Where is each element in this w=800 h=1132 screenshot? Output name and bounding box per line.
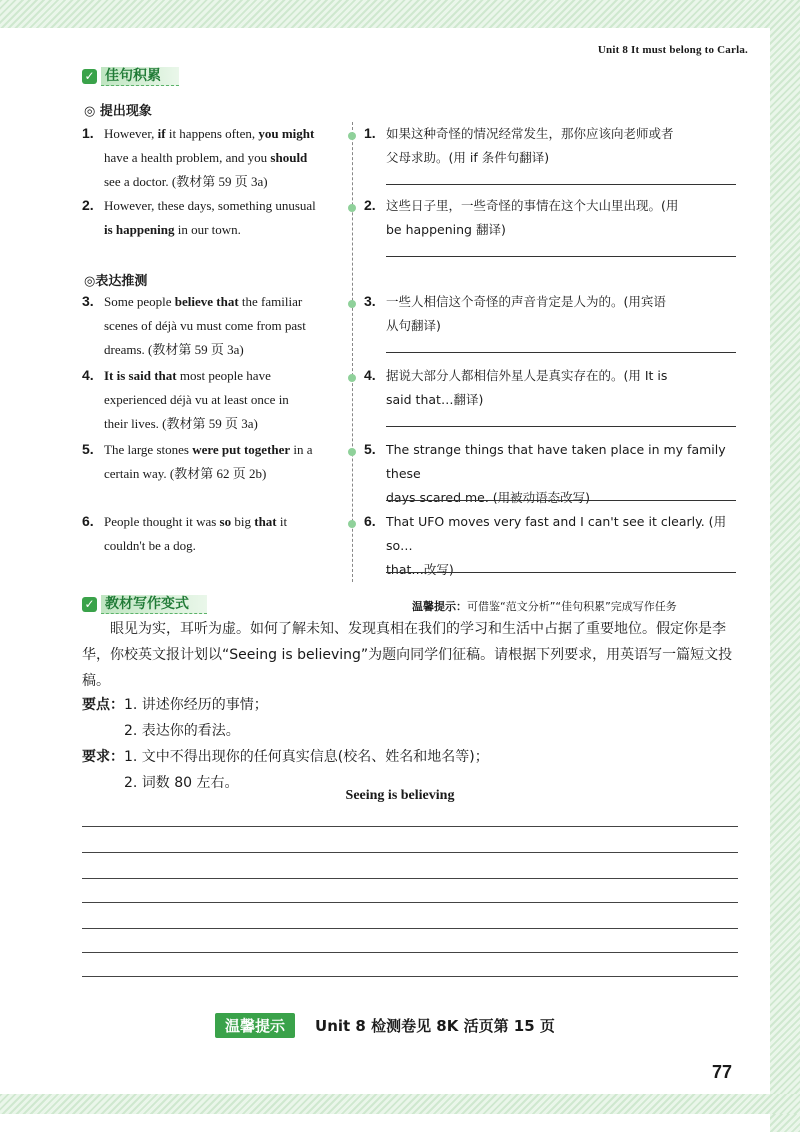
left-item-text: The large stones were put together in a certain way. (教材第 62 页 2b) <box>104 442 313 481</box>
writing-line[interactable] <box>82 852 738 853</box>
bullet-dot-icon <box>348 374 356 382</box>
requirement-item: 2. 词数 80 左右。 <box>124 775 239 791</box>
column-divider <box>352 122 353 582</box>
right-item-number: 4. <box>364 367 376 383</box>
right-item-number: 3. <box>364 293 376 309</box>
top-decor-bar <box>0 0 800 28</box>
writing-line[interactable] <box>82 878 738 879</box>
check-icon: ✓ <box>82 597 97 612</box>
footer-text: Unit 8 检测卷见 8K 活页第 15 页 <box>315 1017 555 1035</box>
left-item-number: 6. <box>82 513 94 529</box>
essay-title: Seeing is believing <box>345 788 455 803</box>
writing-line[interactable] <box>82 928 738 929</box>
left-item-number: 5. <box>82 441 94 457</box>
right-item-text: That UFO moves very fast and I can't see it clearly. (用 so… that…改写) <box>386 514 727 577</box>
right-item-number: 1. <box>364 125 376 141</box>
left-item-text: However, if it happens often, you might have a health problem, and you should see a doctor. (教材第 59 页 3a) <box>104 126 315 189</box>
answer-line[interactable] <box>386 572 736 573</box>
page-number: 77 <box>711 1062 732 1082</box>
right-item-text: 据说大部分人都相信外星人是真实存在的。(用 It is said that…翻译) <box>386 368 668 407</box>
answer-line[interactable] <box>386 256 736 257</box>
answer-line[interactable] <box>386 500 736 501</box>
left-item-text: People thought it was so big that it couldn't be a dog. <box>104 514 288 553</box>
right-item-number: 5. <box>364 441 376 457</box>
requirement-item: 1. 文中不得出现你的任何真实信息(校名、姓名和地名等)； <box>124 749 489 765</box>
bullet-dot-icon <box>348 520 356 528</box>
answer-line[interactable] <box>386 426 736 427</box>
right-decor-bar <box>770 0 800 1132</box>
tip-label: 温馨提示： <box>412 600 467 613</box>
bullet-dot-icon <box>348 300 356 308</box>
point-item: 1. 讲述你经历的事情； <box>124 697 268 713</box>
right-item-text: 这些日子里，一些奇怪的事情在这个大山里出现。(用 be happening 翻译) <box>386 198 679 237</box>
points-block <box>82 692 742 796</box>
tip-text: 可借鉴“范文分析”“佳句积累”完成写作任务 <box>467 600 677 613</box>
check-icon: ✓ <box>82 69 97 84</box>
footer-badge: 温馨提示 <box>215 1013 295 1038</box>
answer-line[interactable] <box>386 352 736 353</box>
subheading-speculation: ◎表达推测 <box>84 274 148 289</box>
bottom-decor-bar <box>0 1094 800 1114</box>
writing-line[interactable] <box>82 826 738 827</box>
section-title-writing <box>82 594 207 614</box>
writing-prompt: 眼见为实，耳听为虚。如何了解未知、发现真相在我们的学习和生活中占据了重要地位。假定你是李华，你校英文报计划以“Seeing is believing”为题向同学们征稿。请根据下列要求，用英语写一篇短文投稿。 <box>82 621 733 689</box>
left-item-text: It is said that most people have experienced déjà vu at least once in their lives. (教材第 59 页 3a) <box>104 368 289 431</box>
writing-tip <box>412 598 677 614</box>
left-item-number: 1. <box>82 125 94 141</box>
left-item-text: Some people believe that the familiar scenes of déjà vu must come from past dreams. (教材第 59 页 3a) <box>104 294 306 357</box>
points-label: 要点： <box>82 697 124 713</box>
requirements-label: 要求： <box>82 749 124 765</box>
section-title-sentences <box>82 66 179 86</box>
section-label: 教材写作变式 <box>101 595 207 614</box>
left-item-number: 4. <box>82 367 94 383</box>
subheading-phenomenon: ◎ 提出现象 <box>84 104 152 119</box>
left-item-number: 2. <box>82 197 94 213</box>
section-label: 佳句积累 <box>101 67 179 86</box>
right-item-number: 2. <box>364 197 376 213</box>
bullet-dot-icon <box>348 204 356 212</box>
bullet-dot-icon <box>348 448 356 456</box>
answer-line[interactable] <box>386 184 736 185</box>
bullet-dot-icon <box>348 132 356 140</box>
right-item-text: 如果这种奇怪的情况经常发生，那你应该向老师或者 父母求助。(用 if 条件句翻译) <box>386 126 674 165</box>
writing-line[interactable] <box>82 976 738 977</box>
writing-line[interactable] <box>82 952 738 953</box>
footer-tip <box>215 1013 555 1038</box>
left-item-text: However, these days, something unusual is happening in our town. <box>104 198 316 237</box>
writing-line[interactable] <box>82 902 738 903</box>
left-item-number: 3. <box>82 293 94 309</box>
right-item-text: 一些人相信这个奇怪的声音肯定是人为的。(用宾语 从句翻译) <box>386 294 666 333</box>
running-header: Unit 8 It must belong to Carla. <box>597 44 748 56</box>
right-item-text: The strange things that have taken place in my family these days scared me. (用被动语态改写) <box>386 442 726 505</box>
right-item-number: 6. <box>364 513 376 529</box>
point-item: 2. 表达你的看法。 <box>124 723 240 739</box>
